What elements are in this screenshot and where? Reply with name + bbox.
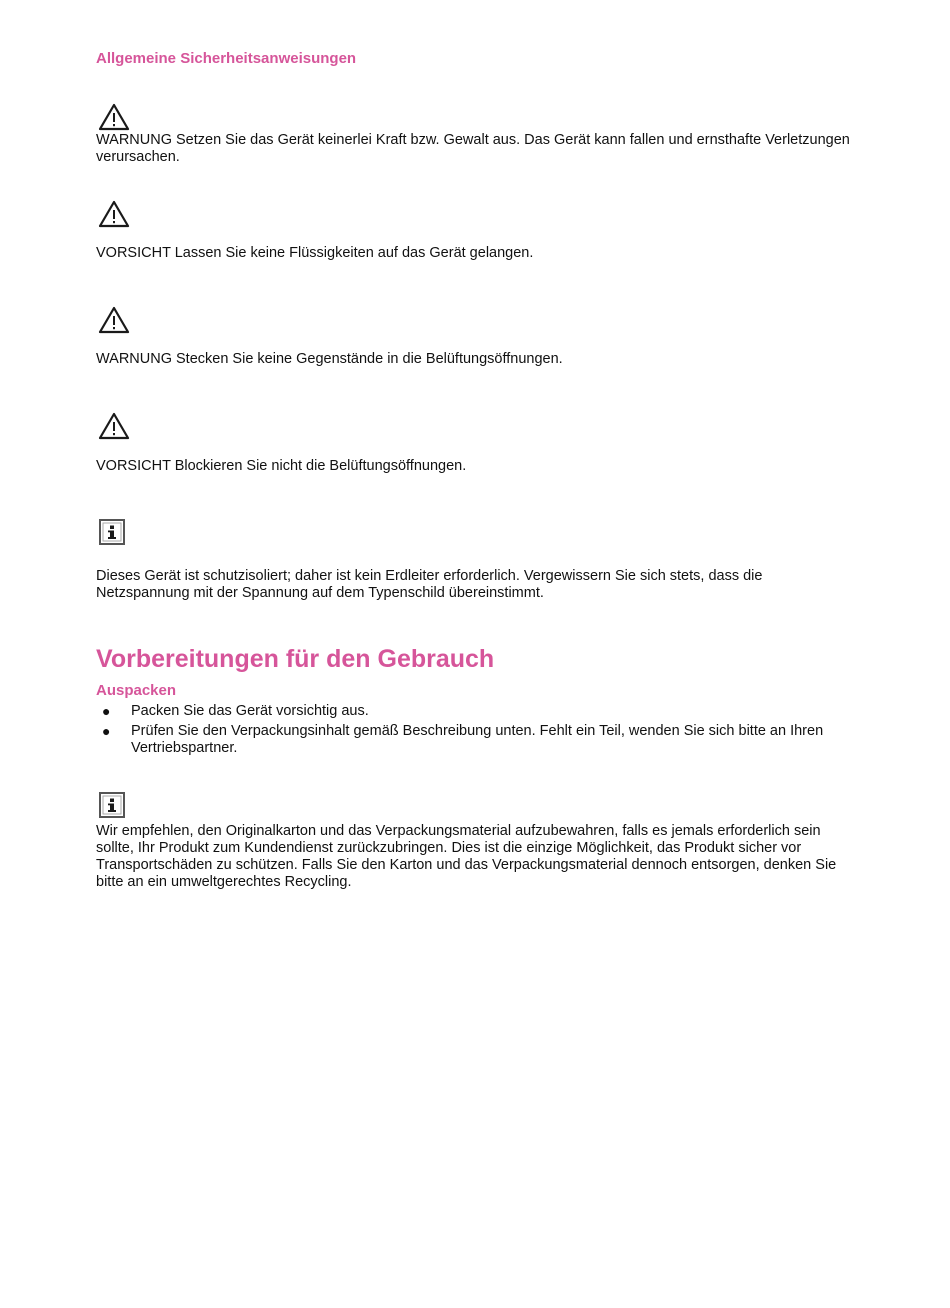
list-item: [96, 723, 856, 757]
notice-text: WARNUNG Setzen Sie das Gerät keinerlei Kraft bzw. Gewalt aus. Das Gerät kann fallen und ernsthafte Verletzungen verursachen.: [96, 132, 850, 165]
warning-triangle-icon: [98, 102, 130, 132]
notice-text: Dieses Gerät ist schutzisoliert; daher ist kein Erdleiter erforderlich. Vergewissern Sie sich stets, dass die Netzspannung mit der Spannung auf dem Typenschild übereinstimmt.: [96, 568, 763, 601]
list-item: [96, 703, 856, 720]
unpack-title: Auspacken: [96, 682, 177, 699]
unpack-list: [96, 703, 856, 760]
info-icon: [98, 518, 126, 546]
warning-triangle-icon: [98, 411, 130, 441]
bullet-icon: ●: [102, 703, 111, 719]
list-item-text: Prüfen Sie den Verpackungsinhalt gemäß Beschreibung unten. Fehlt ein Teil, wenden Sie sich bitte an Ihren Vertriebspartner.: [131, 723, 824, 756]
bullet-icon: ●: [102, 723, 111, 739]
prep-title: Vorbereitungen für den Gebrauch: [96, 645, 495, 673]
section-title: Allgemeine Sicherheitsanweisungen: [96, 50, 357, 67]
info-icon: [98, 791, 126, 819]
note-text: Wir empfehlen, den Originalkarton und das Verpackungsmaterial aufzubewahren, falls es jemals erforderlich sein sollte, Ihr Produkt zum Kundendienst zurückzubringen. Dies ist die einzige Möglichkeit, das Produkt sicher vor Transportschäden zu schützen. Falls Sie den Karton und das Verpackungsmaterial dennoch entsorgen, denken Sie bitte an ein umweltgerechtes Recycling.: [96, 823, 837, 890]
warning-triangle-icon: [98, 199, 130, 229]
notice-text: VORSICHT Lassen Sie keine Flüssigkeiten auf das Gerät gelangen.: [96, 245, 534, 261]
list-item-text: Packen Sie das Gerät vorsichtig aus.: [131, 703, 369, 719]
warning-triangle-icon: [98, 305, 130, 335]
notice-text: VORSICHT Blockieren Sie nicht die Belüftungsöffnungen.: [96, 458, 467, 474]
notice-text: WARNUNG Stecken Sie keine Gegenstände in die Belüftungsöffnungen.: [96, 351, 563, 367]
